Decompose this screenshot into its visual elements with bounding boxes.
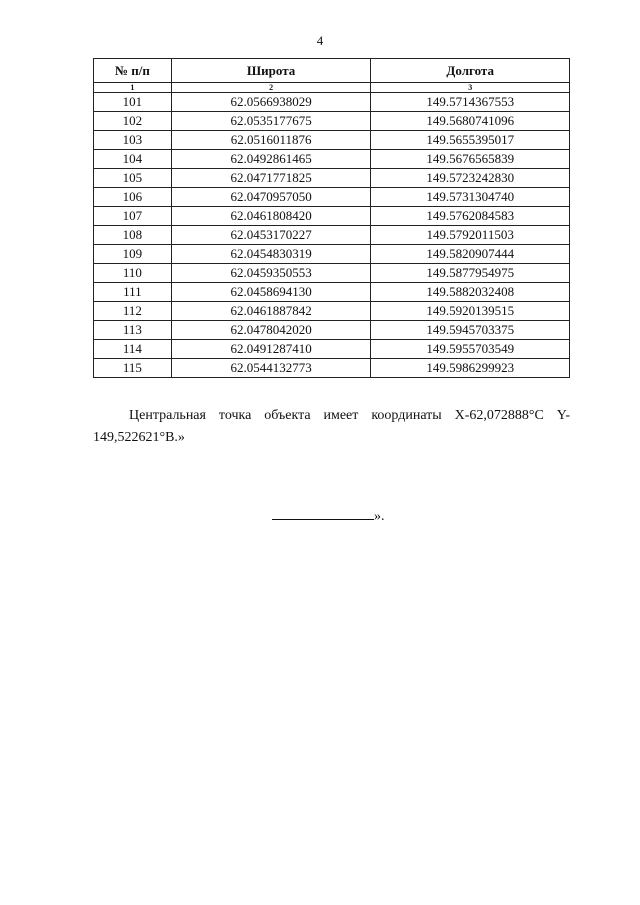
- cell-number: 112: [94, 302, 172, 321]
- table-row: [94, 207, 570, 226]
- cell-latitude: 62.0566938029: [171, 93, 371, 112]
- table-row: [94, 150, 570, 169]
- cell-number: 108: [94, 226, 172, 245]
- cell-number: 111: [94, 283, 172, 302]
- table-row: [94, 169, 570, 188]
- cell-latitude: 62.0471771825: [171, 169, 371, 188]
- cell-number: 106: [94, 188, 172, 207]
- cell-longitude: 149.5676565839: [371, 150, 570, 169]
- table-row: [94, 283, 570, 302]
- cell-latitude: 62.0491287410: [171, 340, 371, 359]
- cell-longitude: 149.5731304740: [371, 188, 570, 207]
- cell-longitude: 149.5986299923: [371, 359, 570, 378]
- table-row: [94, 302, 570, 321]
- cell-number: 101: [94, 93, 172, 112]
- column-index: 3: [371, 83, 570, 93]
- column-index: 1: [94, 83, 172, 93]
- cell-longitude: 149.5820907444: [371, 245, 570, 264]
- cell-latitude: 62.0478042020: [171, 321, 371, 340]
- table-row: [94, 226, 570, 245]
- cell-number: 115: [94, 359, 172, 378]
- cell-longitude: 149.5945703375: [371, 321, 570, 340]
- cell-latitude: 62.0459350553: [171, 264, 371, 283]
- cell-number: 113: [94, 321, 172, 340]
- cell-latitude: 62.0458694130: [171, 283, 371, 302]
- cell-number: 103: [94, 131, 172, 150]
- header-latitude: Широта: [171, 59, 371, 83]
- cell-longitude: 149.5792011503: [371, 226, 570, 245]
- cell-number: 107: [94, 207, 172, 226]
- table-row: [94, 321, 570, 340]
- cell-longitude: 149.5955703549: [371, 340, 570, 359]
- cell-number: 102: [94, 112, 172, 131]
- cell-longitude: 149.5714367553: [371, 93, 570, 112]
- cell-latitude: 62.0453170227: [171, 226, 371, 245]
- cell-longitude: 149.5877954975: [371, 264, 570, 283]
- table-header-row: [94, 59, 570, 83]
- closing-line: [272, 506, 385, 526]
- cell-number: 114: [94, 340, 172, 359]
- cell-latitude: 62.0492861465: [171, 150, 371, 169]
- cell-latitude: 62.0535177675: [171, 112, 371, 131]
- table-row: [94, 245, 570, 264]
- table-body: [94, 93, 570, 378]
- table-row: [94, 188, 570, 207]
- header-number: № п/п: [94, 59, 172, 83]
- table-row: [94, 264, 570, 283]
- cell-number: 105: [94, 169, 172, 188]
- table-row: [94, 359, 570, 378]
- cell-number: 109: [94, 245, 172, 264]
- cell-longitude: 149.5680741096: [371, 112, 570, 131]
- cell-latitude: 62.0470957050: [171, 188, 371, 207]
- header-longitude: Долгота: [371, 59, 570, 83]
- cell-latitude: 62.0461887842: [171, 302, 371, 321]
- cell-longitude: 149.5723242830: [371, 169, 570, 188]
- central-point-paragraph: [93, 405, 570, 449]
- coordinates-table: [93, 58, 570, 378]
- cell-longitude: 149.5920139515: [371, 302, 570, 321]
- cell-latitude: 62.0461808420: [171, 207, 371, 226]
- paragraph-line-2: 149,522621°В.»: [93, 430, 185, 445]
- cell-latitude: 62.0544132773: [171, 359, 371, 378]
- cell-longitude: 149.5882032408: [371, 283, 570, 302]
- cell-number: 110: [94, 264, 172, 283]
- table-row: [94, 93, 570, 112]
- cell-longitude: 149.5655395017: [371, 131, 570, 150]
- cell-latitude: 62.0454830319: [171, 245, 371, 264]
- column-index-row: [94, 83, 570, 93]
- cell-latitude: 62.0516011876: [171, 131, 371, 150]
- closing-quote: ».: [374, 509, 385, 524]
- table-row: [94, 131, 570, 150]
- page-number: 4: [316, 33, 324, 48]
- column-index: 2: [171, 83, 371, 93]
- signature-blank-line: [272, 506, 374, 520]
- table-row: [94, 340, 570, 359]
- paragraph-line-1: Центральная точка объекта имеет координаты X-62,072888°С Y-: [129, 408, 570, 423]
- table-row: [94, 112, 570, 131]
- cell-longitude: 149.5762084583: [371, 207, 570, 226]
- cell-number: 104: [94, 150, 172, 169]
